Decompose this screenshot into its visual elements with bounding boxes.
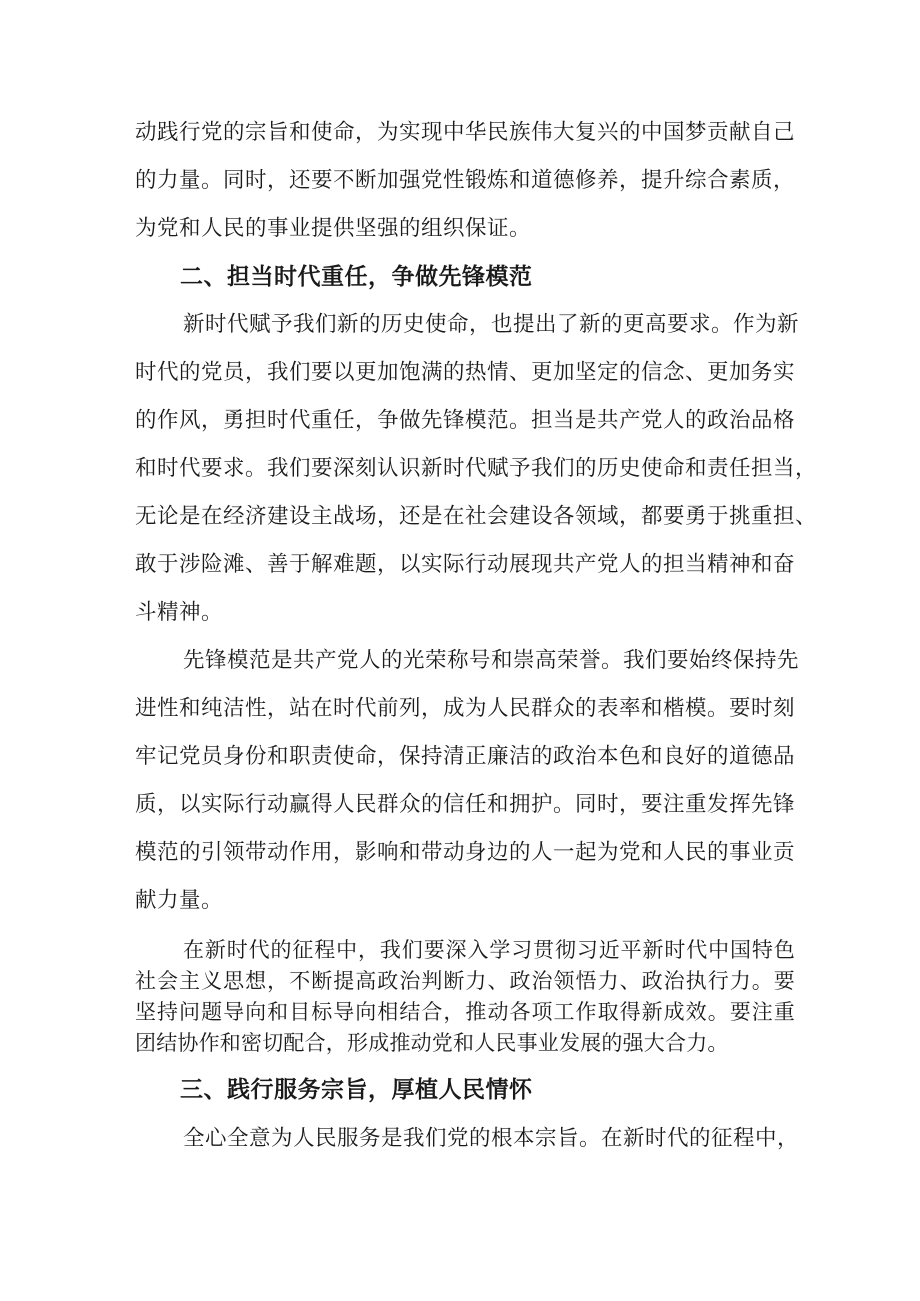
paragraph-line: 敢于涉险滩、善于解难题，以实际行动展现共产党人的担当精神和奋 bbox=[135, 552, 796, 577]
paragraph-line: 先锋模范是共产党人的光荣称号和崇高荣誉。我们要始终保持先 bbox=[183, 648, 800, 673]
paragraph-line: 献力量。 bbox=[135, 888, 224, 913]
paragraph-line: 新时代赋予我们新的历史使命，也提出了新的更高要求。作为新 bbox=[183, 312, 800, 337]
paragraph-line: 无论是在经济建设主战场，还是在社会建设各领域，都要勇于挑重担、 bbox=[135, 504, 818, 529]
paragraph-line: 坚持问题导向和目标导向相结合，推动各项工作取得新成效。要注重 bbox=[135, 1000, 795, 1024]
paragraph-line: 牢记党员身份和职责使命，保持清正廉洁的政治本色和良好的道德品 bbox=[135, 744, 796, 769]
paragraph-line: 和时代要求。我们要深刻认识新时代赋予我们的历史使命和责任担当， bbox=[135, 456, 818, 481]
paragraph-line: 社会主义思想，不断提高政治判断力、政治领悟力、政治执行力。要 bbox=[135, 969, 795, 993]
paragraph-line: 的作风，勇担时代重任，争做先锋模范。担当是共产党人的政治品格 bbox=[135, 408, 796, 433]
section-heading: 三、践行服务宗旨，厚植人民情怀 bbox=[180, 1077, 533, 1103]
paragraph-line: 模范的引领带动作用，影响和带动身边的人一起为党和人民的事业贡 bbox=[135, 840, 796, 865]
paragraph-line: 时代的党员，我们要以更加饱满的热情、更加坚定的信念、更加务实 bbox=[135, 360, 796, 385]
paragraph-line: 的力量。同时，还要不断加强党性锻炼和道德修养，提升综合素质， bbox=[135, 168, 796, 193]
section-heading: 二、担当时代重任，争做先锋模范 bbox=[180, 264, 533, 290]
paragraph-line: 动践行党的宗旨和使命，为实现中华民族伟大复兴的中国梦贡献自己 bbox=[135, 120, 796, 145]
paragraph-line: 质，以实际行动赢得人民群众的信任和拥护。同时，要注重发挥先锋 bbox=[135, 792, 796, 817]
paragraph-line: 为党和人民的事业提供坚强的组织保证。 bbox=[135, 216, 532, 241]
paragraph-line: 进性和纯洁性，站在时代前列，成为人民群众的表率和楷模。要时刻 bbox=[135, 696, 796, 721]
paragraph-line: 斗精神。 bbox=[135, 600, 224, 625]
paragraph-line: 团结协作和密切配合，形成推动党和人民事业发展的强大合力。 bbox=[135, 1031, 729, 1055]
paragraph-line: 全心全意为人民服务是我们党的根本宗旨。在新时代的征程中， bbox=[183, 1126, 800, 1151]
paragraph-line: 在新时代的征程中，我们要深入学习贯彻习近平新时代中国特色 bbox=[183, 938, 795, 962]
